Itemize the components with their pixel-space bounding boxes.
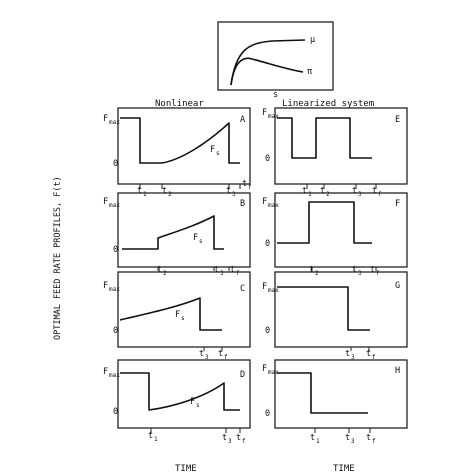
svg-text:max: max [268, 202, 279, 209]
svg-text:3: 3 [358, 191, 362, 198]
svg-text:F: F [193, 233, 199, 243]
panel-G-profile [277, 287, 370, 330]
panel-B-frame [118, 193, 250, 267]
panel-G-time-axis [345, 347, 376, 361]
panel-D-profile [120, 373, 240, 410]
panel-F-frame [275, 193, 407, 267]
svg-text:t: t [302, 186, 308, 196]
svg-text:s: s [199, 238, 203, 245]
svg-text:2: 2 [315, 270, 319, 277]
panel-F-zero-label: 0 [265, 239, 271, 249]
svg-text:max: max [268, 113, 279, 120]
inset-mu-label: μ [310, 35, 316, 45]
svg-text:t: t [199, 349, 205, 359]
panel-H-zero-label: 0 [265, 409, 271, 419]
inset-mu-curve [231, 40, 305, 85]
svg-text:3: 3 [232, 191, 236, 198]
svg-text:3: 3 [205, 354, 209, 361]
panel-F-fmax-label [262, 197, 279, 209]
column-title-linearized: Linearized system [282, 99, 375, 109]
panel-D-letter: D [240, 370, 246, 380]
svg-text:s: s [216, 150, 220, 157]
svg-text:3: 3 [351, 354, 355, 361]
panel-F-profile [277, 202, 372, 243]
panel-A-frame [118, 108, 250, 184]
svg-text:3: 3 [220, 270, 224, 277]
svg-text:t: t [366, 349, 372, 359]
panel-E-letter: E [395, 115, 401, 125]
svg-text:t: t [372, 186, 378, 196]
panel-A-profile [120, 118, 240, 163]
svg-text:s: s [196, 402, 200, 409]
inset-xlabel: s [273, 90, 279, 100]
svg-text:f: f [372, 354, 376, 361]
inset-pi-curve [231, 58, 303, 85]
panel-C-time-axis [199, 347, 228, 361]
panel-D-frame [118, 360, 250, 428]
svg-text:F: F [262, 108, 268, 118]
svg-text:t: t [157, 265, 163, 275]
svg-text:3: 3 [358, 270, 362, 277]
panel-B-profile [122, 216, 224, 249]
svg-text:t: t [222, 433, 228, 443]
svg-text:s: s [181, 315, 185, 322]
svg-text:3: 3 [351, 438, 355, 445]
svg-text:F: F [262, 282, 268, 292]
svg-text:t: t [366, 433, 372, 443]
svg-text:t: t [148, 431, 154, 441]
panel-D-zero-label: 0 [113, 407, 119, 417]
panel-H-profile [277, 373, 368, 413]
svg-text:1: 1 [154, 436, 158, 443]
svg-text:F: F [103, 281, 109, 291]
svg-text:t: t [310, 433, 316, 443]
svg-text:max: max [109, 119, 120, 126]
svg-text:max: max [268, 287, 279, 294]
panel-G-frame [275, 272, 407, 347]
inset-plot [218, 22, 333, 100]
svg-text:t: t [352, 265, 358, 275]
svg-text:1: 1 [308, 191, 312, 198]
panel-D-fs-label [190, 397, 200, 409]
svg-text:1: 1 [316, 438, 320, 445]
panel-A-fs-label [210, 145, 220, 157]
y-axis-label: OPTIMAL FEED RATE PROFILES, F(t) [53, 176, 63, 340]
svg-text:max: max [109, 202, 120, 209]
svg-text:1: 1 [143, 191, 147, 198]
panel-D-time-axis [148, 428, 246, 445]
svg-text:F: F [175, 310, 181, 320]
panel-A-zero-label: 0 [113, 159, 119, 169]
panel-G-zero-label: 0 [265, 326, 271, 336]
panel-B-zero-label: 0 [113, 245, 119, 255]
svg-text:2: 2 [168, 191, 172, 198]
svg-text:f: f [372, 438, 376, 445]
panel-G-letter: G [395, 281, 401, 291]
svg-text:F: F [262, 364, 268, 374]
panel-C-profile [120, 298, 222, 330]
svg-text:f: f [224, 354, 228, 361]
inset-frame [218, 22, 333, 90]
svg-text:t: t [345, 433, 351, 443]
panel-E-time-axis [302, 184, 382, 198]
svg-text:t: t [236, 433, 242, 443]
panel-B-letter: B [240, 199, 246, 209]
panel-A-letter: A [240, 115, 246, 125]
svg-text:t: t [370, 265, 376, 275]
x-axis-label-right: TIME [333, 464, 355, 474]
svg-text:F: F [262, 197, 268, 207]
panel-E-profile [277, 118, 372, 158]
svg-text:max: max [109, 286, 120, 293]
svg-text:t: t [218, 349, 224, 359]
panel-C-frame [118, 272, 250, 347]
svg-text:f: f [236, 270, 240, 277]
panel-E-frame [275, 108, 407, 184]
svg-text:F: F [190, 397, 196, 407]
panel-G-fmax-label [262, 282, 279, 294]
svg-text:F: F [103, 367, 109, 377]
svg-text:t: t [230, 265, 236, 275]
panel-B-fs-label [193, 233, 203, 245]
panel-C-fs-label [175, 310, 185, 322]
svg-text:F: F [210, 145, 216, 155]
svg-text:max: max [268, 369, 279, 376]
svg-text:2: 2 [163, 270, 167, 277]
svg-text:t: t [345, 349, 351, 359]
svg-text:f: f [376, 270, 380, 277]
panel-C-letter: C [240, 284, 246, 294]
svg-text:3: 3 [228, 438, 232, 445]
svg-text:F: F [103, 114, 109, 124]
svg-text:t: t [320, 186, 326, 196]
svg-text:F: F [103, 197, 109, 207]
svg-text:2: 2 [326, 191, 330, 198]
svg-text:f: f [248, 184, 252, 191]
panel-H-fmax-label [262, 364, 279, 376]
svg-text:f: f [378, 191, 382, 198]
svg-text:t: t [226, 186, 232, 196]
panel-H-letter: H [395, 366, 401, 376]
panel-A-time-axis [137, 179, 252, 198]
panel-F-letter: F [395, 199, 401, 209]
svg-text:t: t [162, 186, 168, 196]
panel-E-zero-label: 0 [265, 154, 271, 164]
svg-text:t: t [242, 179, 248, 189]
panel-E-fmax-label [262, 108, 279, 120]
svg-text:f: f [242, 438, 246, 445]
panel-H-time-axis [310, 428, 376, 445]
svg-text:max: max [109, 372, 120, 379]
panel-H-frame [275, 360, 407, 428]
inset-pi-label: π [307, 67, 313, 77]
x-axis-label-left: TIME [175, 464, 197, 474]
svg-text:t: t [137, 186, 143, 196]
svg-text:t: t [214, 265, 220, 275]
panel-C-zero-label: 0 [113, 326, 119, 336]
column-title-nonlinear: Nonlinear [155, 99, 204, 109]
svg-text:t: t [309, 265, 315, 275]
svg-text:t: t [352, 186, 358, 196]
